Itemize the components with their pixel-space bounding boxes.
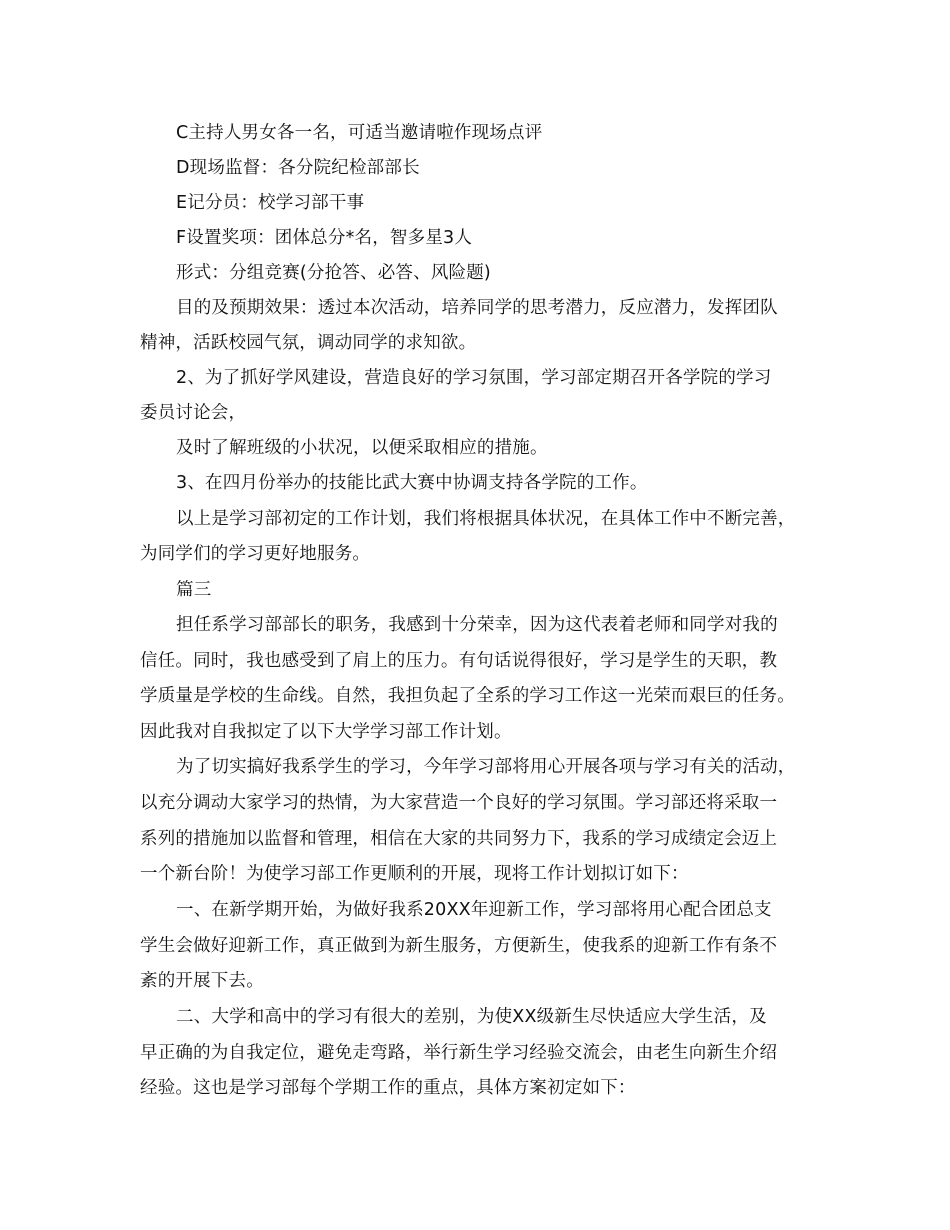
text-line: E记分员：校学习部干事 — [176, 193, 365, 213]
text-line: 委员讨论会， — [140, 403, 247, 423]
text-line: 目的及预期效果：透过本次活动，培养同学的思考潜力，反应潜力，发挥团队 — [176, 298, 778, 318]
text-line: F设置奖项：团体总分*名，智多星3人 — [176, 228, 473, 248]
text-line: 为了切实搞好我系学生的学习，今年学习部将用心开展各项与学习有关的活动， — [176, 757, 796, 777]
text-line: C主持人男女各一名，可适当邀请啦作现场点评 — [176, 123, 543, 143]
text-line: 系列的措施加以监督和管理，相信在大家的共同努力下，我系的学习成绩定会迈上 — [140, 829, 778, 849]
text-line: 因此我对自我拟定了以下大学学习部工作计划。 — [140, 722, 512, 742]
text-line: 以充分调动大家学习的热情，为大家营造一个良好的学习氛围。学习部还将采取一 — [140, 793, 778, 813]
text-line: 一个新台阶！为使学习部工作更顺利的开展，现将工作计划拟订如下： — [140, 864, 689, 884]
text-line: 形式：分组竞赛(分抢答、必答、风险题) — [176, 263, 491, 283]
text-line: 二、大学和高中的学习有很大的差别，为使XX级新生尽快适应大学生活，及 — [176, 1007, 767, 1027]
text-line: 以上是学习部初定的工作计划，我们将根据具体状况，在具体工作中不断完善， — [176, 509, 796, 529]
text-line: 精神，活跃校园气氛，调动同学的求知欲。 — [140, 333, 477, 353]
text-line: 2、为了抓好学风建设，营造良好的学习氛围，学习部定期召开各学院的学习 — [176, 368, 772, 388]
text-line: 紊的开展下去。 — [140, 971, 264, 991]
text-line: 担任系学习部部长的职务，我感到十分荣幸，因为这代表着老师和同学对我的 — [176, 615, 778, 635]
text-line: 信任。同时，我也感受到了肩上的压力。有句话说得很好，学习是学生的天职，教 — [140, 651, 778, 671]
text-line: 为同学们的学习更好地服务。 — [140, 544, 371, 564]
text-line: 学生会做好迎新工作，真正做到为新生服务，方便新生，使我系的迎新工作有条不 — [140, 936, 778, 956]
text-line: 及时了解班级的小状况，以便采取相应的措施。 — [176, 438, 548, 458]
section-heading: 篇三 — [176, 580, 212, 600]
text-line: D现场监督：各分院纪检部部长 — [176, 158, 420, 178]
text-line: 学质量是学校的生命线。自然，我担负起了全系的学习工作这一光荣而艰巨的任务。 — [140, 686, 795, 706]
text-line: 经验。这也是学习部每个学期工作的重点，具体方案初定如下： — [140, 1078, 636, 1098]
text-line: 一、在新学期开始，为做好我系20XX年迎新工作，学习部将用心配合团总支 — [176, 900, 772, 920]
text-line: 3、在四月份举办的技能比武大赛中协调支持各学院的工作。 — [176, 473, 648, 493]
text-line: 早正确的为自我定位，避免走弯路，举行新生学习经验交流会，由老生向新生介绍 — [140, 1043, 778, 1063]
